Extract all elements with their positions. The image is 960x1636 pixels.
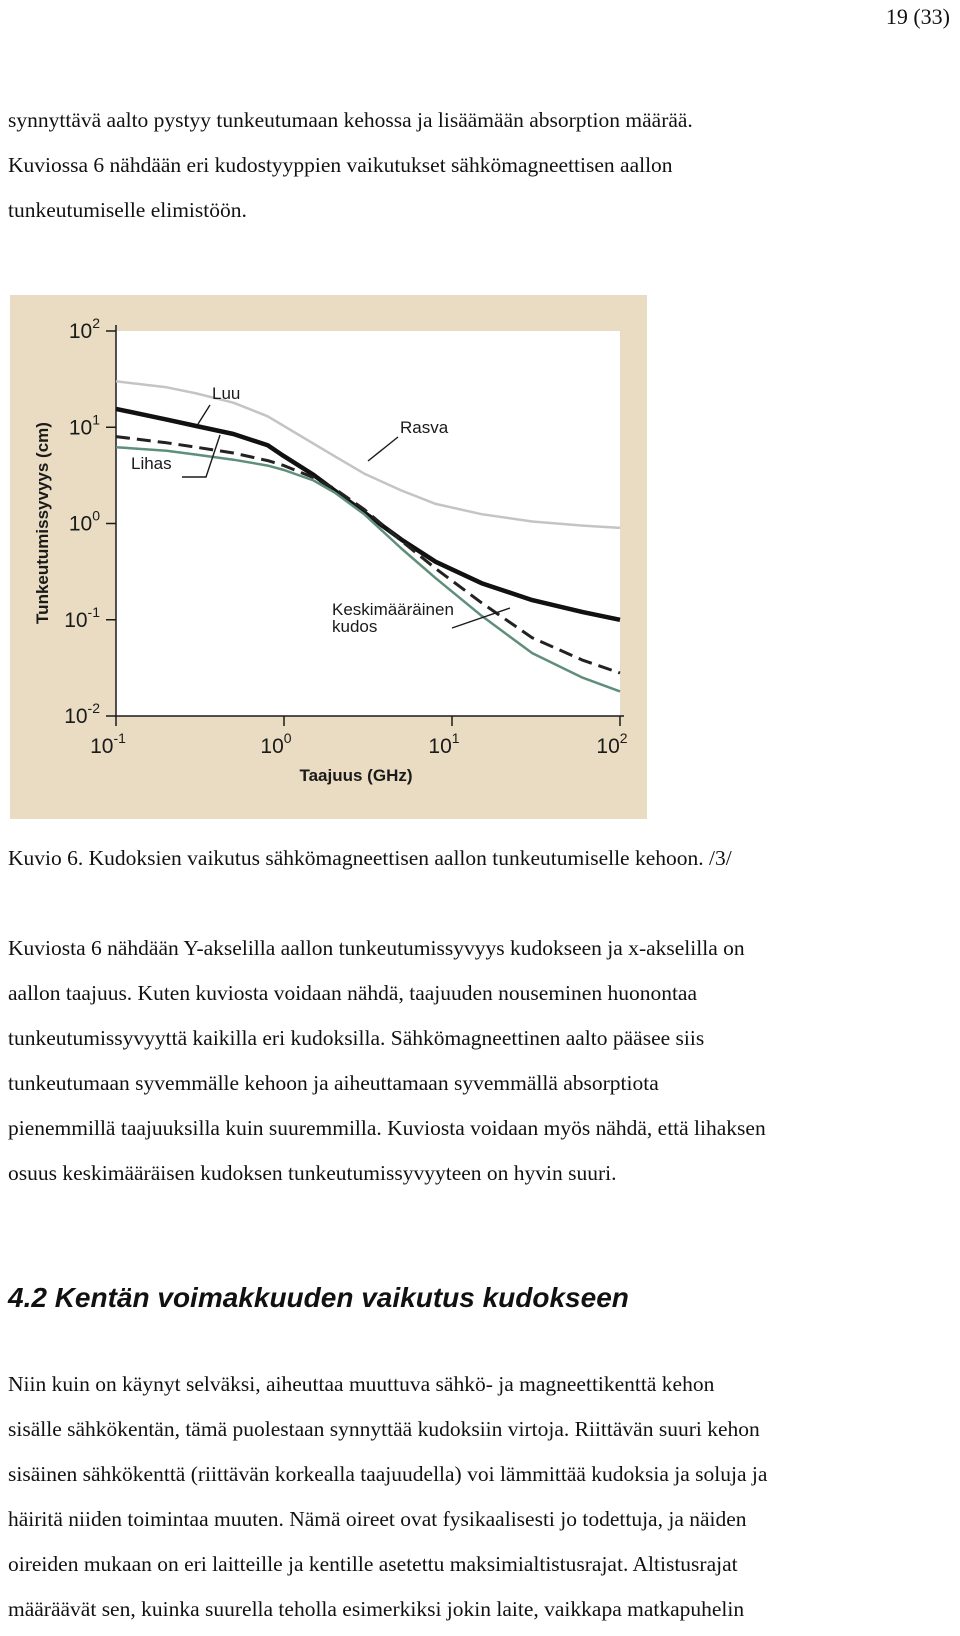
y-tick-label: $10^0$ — [68, 507, 100, 536]
text-line: tunkeutumiselle elimistöön. — [8, 198, 247, 222]
y-tick-label: $10^{-1}$ — [64, 603, 100, 632]
paragraph-intro — [8, 98, 958, 233]
x-tick-label: $10^2$ — [596, 730, 628, 758]
text-line: häiritä niiden toimintaa muuten. Nämä oireet ovat fysikaalisesti jo todettuja, ja näiden — [8, 1507, 747, 1531]
page-number: 19 (33) — [885, 4, 950, 29]
text-line: Kuviosta 6 nähdään Y-akselilla aallon tunkeutumissyvyys kudokseen ja x-akselilla on — [8, 936, 745, 960]
annotation-label-lihas: Lihas — [131, 454, 172, 473]
annotation-label-keskimaarainen-kudos: kudos — [332, 617, 378, 636]
text-line: aallon taajuus. Kuten kuviosta voidaan nähdä, taajuuden nouseminen huonontaa — [8, 981, 698, 1005]
y-tick-label: $10^2$ — [68, 315, 100, 343]
paragraph-explanation — [8, 926, 958, 1196]
annotation-label-rasva: Rasva — [400, 418, 449, 437]
text-line: Niin kuin on käynyt selväksi, aiheuttaa muuttuva sähkö- ja magneettikenttä kehon — [8, 1372, 715, 1396]
y-tick-label: $10^1$ — [68, 411, 100, 440]
text-line: sisäinen sähkökenttä (riittävän korkealla taajuudella) voi lämmittää kudoksia ja soluja ja — [8, 1462, 768, 1486]
x-axis-label: Taajuus (GHz) — [299, 766, 413, 785]
text-line: tunkeutumissyvyyttä kaikilla eri kudoksilla. Sähkömagneettinen aalto pääsee siis — [8, 1026, 705, 1050]
text-line: määräävät sen, kuinka suurella teholla esimerkiksi jokin laite, vaikkapa matkapuhelin — [8, 1597, 745, 1621]
caption-text: Kuvio 6. Kudoksien vaikutus sähkömagneettisen aallon tunkeutumiselle kehoon. /3/ — [8, 846, 732, 870]
text-line: tunkeutumaan syvemmälle kehoon ja aiheuttamaan syvemmällä absorptiota — [8, 1071, 659, 1095]
y-tick-label: $10^{-2}$ — [64, 700, 100, 728]
text-line: oireiden mukaan on eri laitteille ja kentille asetettu maksimialtistusrajat. Altistusrajat — [8, 1552, 738, 1576]
x-tick-label: $10^0$ — [260, 730, 292, 758]
text-line: Kuviossa 6 nähdään eri kudostyyppien vaikutukset sähkömagneettisen aallon — [8, 153, 673, 177]
text-line: sisälle sähkökentän, tämä puolestaan synnyttää kudoksiin virtoja. Riittävän suuri kehon — [8, 1417, 760, 1441]
annotation-label-luu: Luu — [212, 384, 241, 403]
section-heading: 4.2 Kentän voimakkuuden vaikutus kudokseen — [8, 1282, 629, 1313]
text-line: pienemmillä taajuuksilla kuin suuremmilla. Kuviosta voidaan myös nähdä, että lihaksen — [8, 1116, 766, 1140]
y-axis-label: Tunkeutumissyvyys (cm) — [33, 422, 52, 624]
text-line: osuus keskimääräisen kudoksen tunkeutumissyvyyteen on hyvin suuri. — [8, 1161, 617, 1185]
figure-penetration-depth-chart — [10, 295, 647, 819]
text-line: synnyttävä aalto pystyy tunkeutumaan kehossa ja lisäämään absorption määrää. — [8, 108, 693, 132]
x-tick-label: $10^{-1}$ — [90, 730, 126, 758]
paragraph-field-strength — [8, 1362, 958, 1632]
x-tick-label: $10^1$ — [428, 730, 460, 758]
figure-caption — [8, 836, 958, 881]
annotation-label-keskimaarainen-kudos: Keskimääräinen — [332, 600, 454, 619]
penetration-depth-chart — [10, 295, 647, 819]
